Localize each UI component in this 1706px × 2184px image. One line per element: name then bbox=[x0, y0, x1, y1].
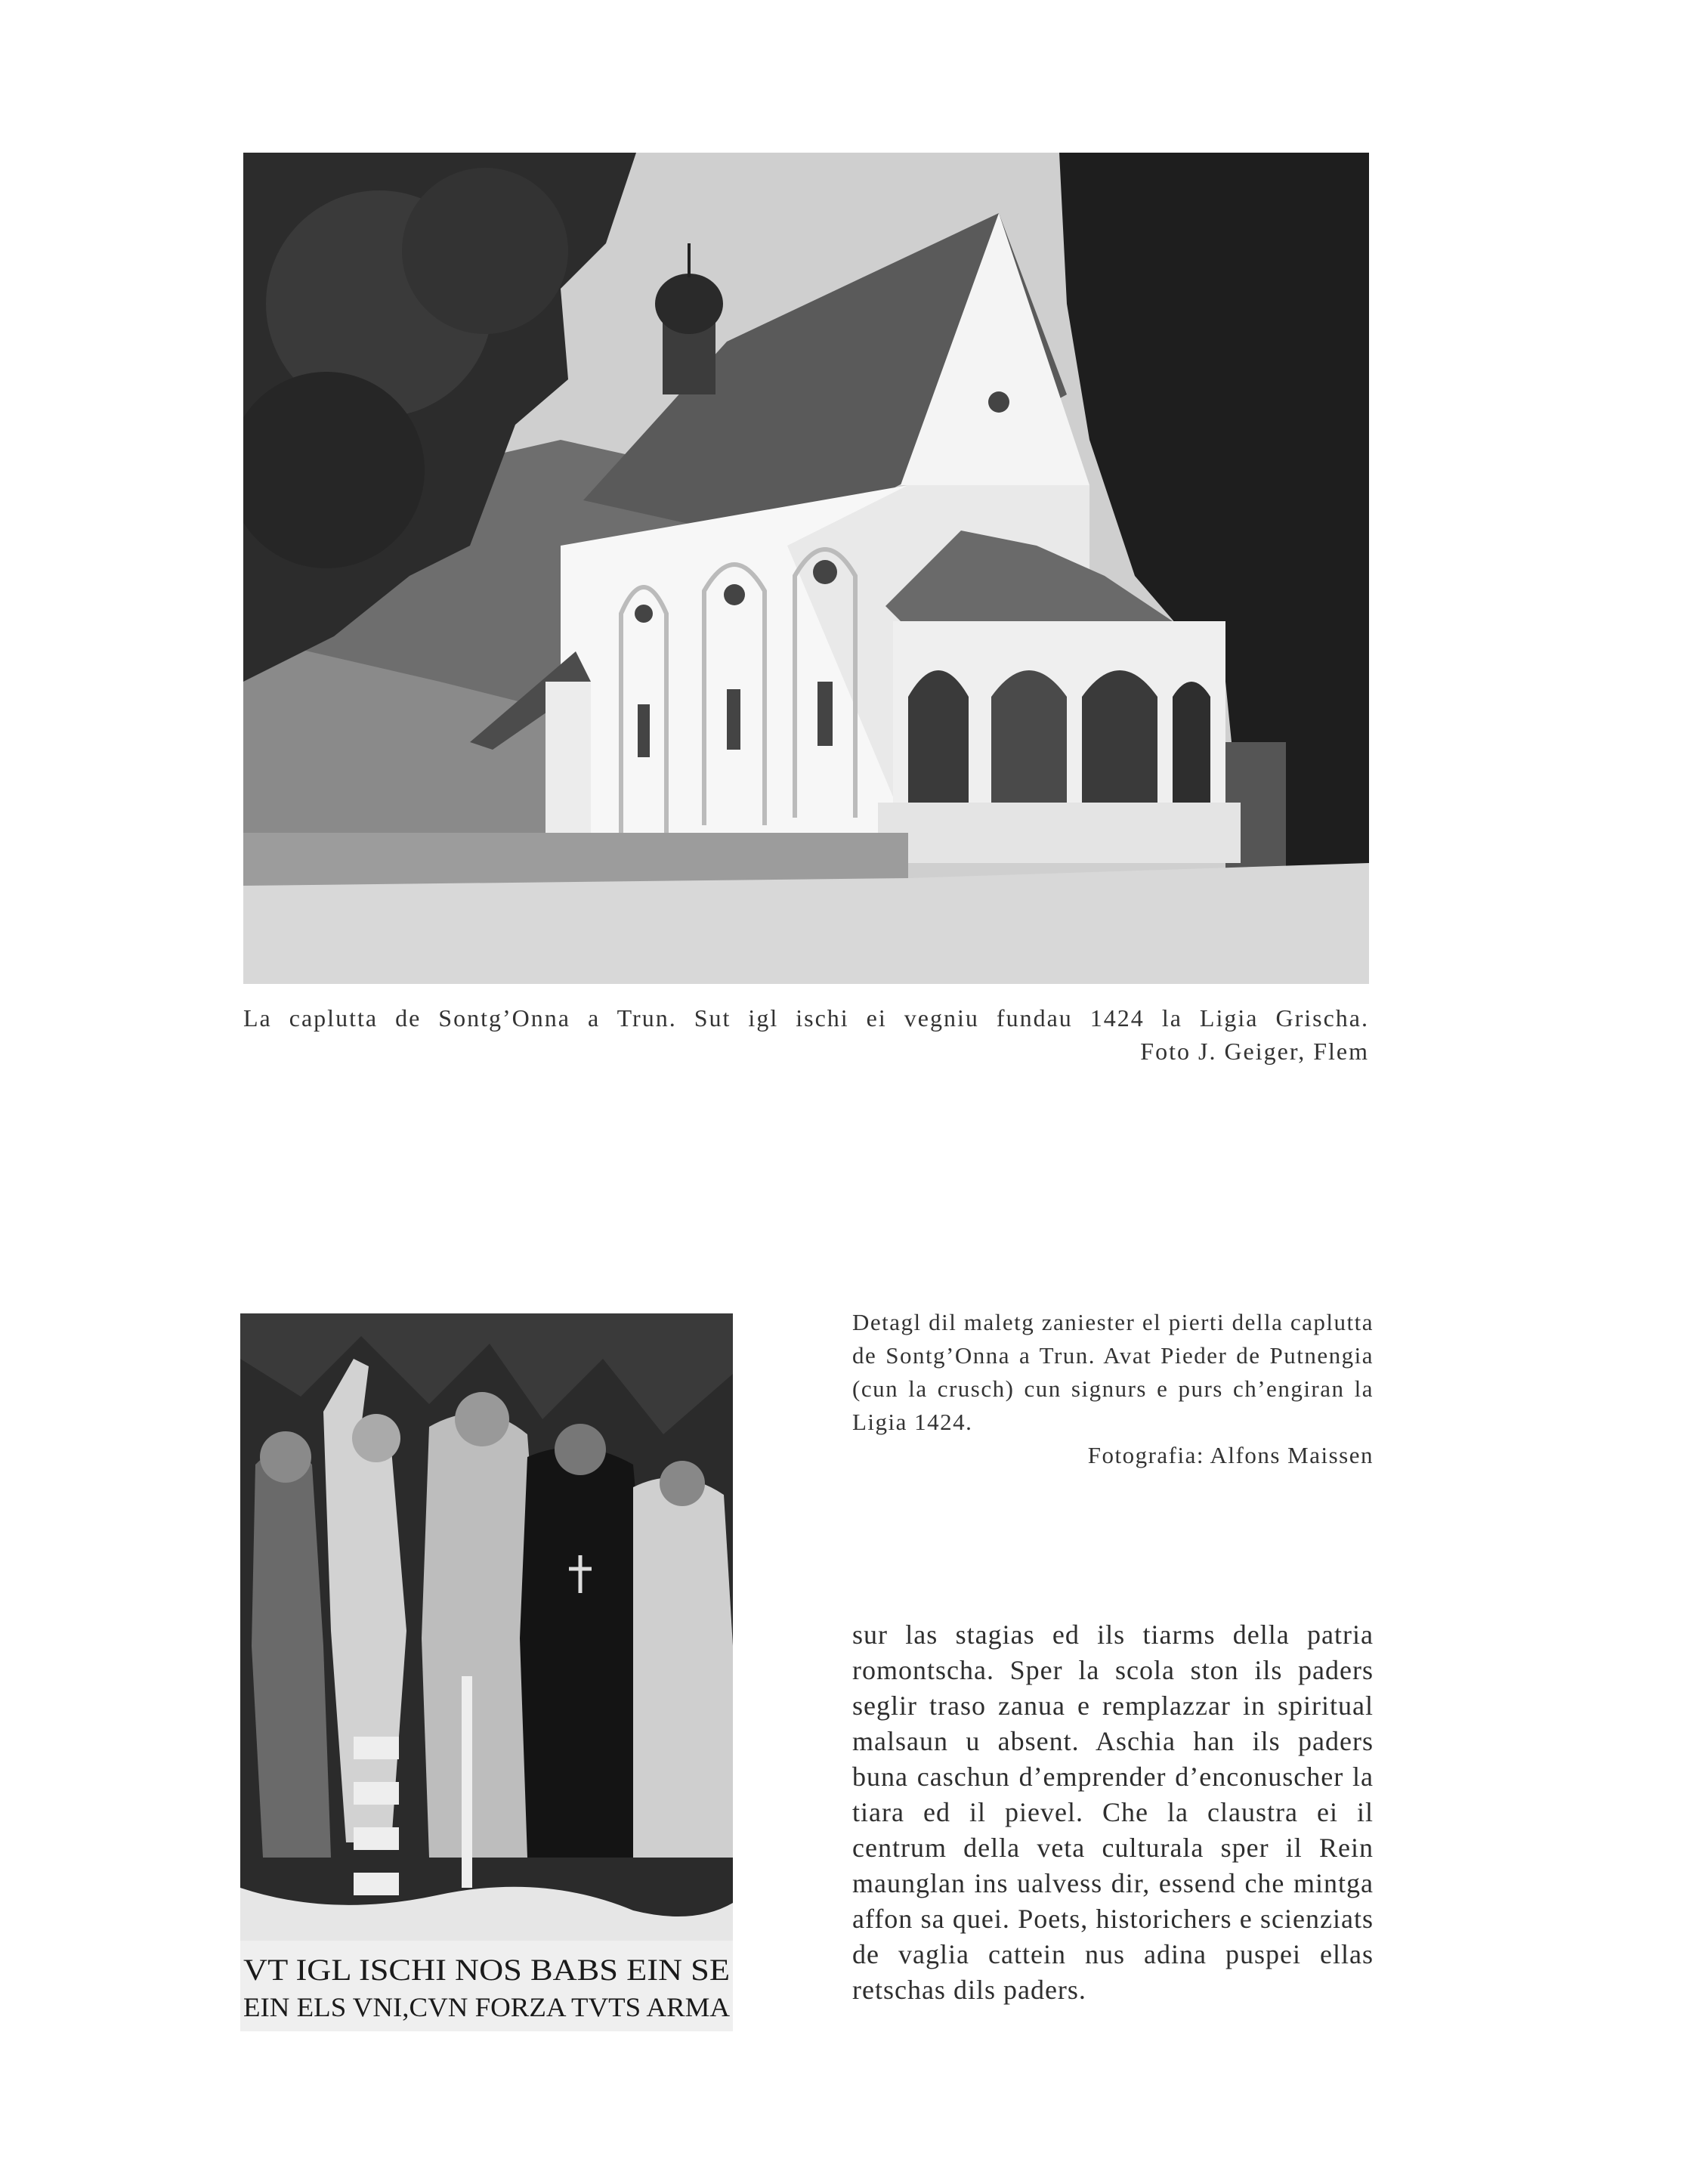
fresco-inscription-line1: VT IGL ISCHI NOS BABS EIN SE bbox=[243, 1953, 730, 1987]
chapel-caption-text: La caplutta de Sontg’Onna a Trun. Sut igl ischi ei vegniu fundau 1424 la Ligia Grischa. bbox=[243, 1004, 1369, 1032]
chapel-photo-graphic bbox=[243, 153, 1369, 984]
fresco-caption-text: Detagl dil maletg zaniester el pierti della caplutta de Sontg’Onna a Trun. Avat Pieder de Putnengia (cun la crusch) cun signurs e purs ch’engiran la Ligia 1424. bbox=[852, 1309, 1374, 1435]
fresco-caption bbox=[852, 1306, 1374, 1472]
fresco-photo-credit: Fotografia: Alfons Maissen bbox=[1087, 1442, 1374, 1468]
fresco-photo bbox=[240, 1313, 733, 2031]
fresco-photo-graphic bbox=[240, 1313, 733, 2031]
body-paragraph: sur las stagias ed ils tiarms della patria romontscha. Sper la scola ston ils paders seglir traso zanua e remplazzar in spiritual malsaun u absent. Aschia han ils paders buna caschun d’emprender d’enconuscher la tiara ed il pievel. Che la claustra ei il centrum della veta culturala sper il Rein maunglan ins ualvess dir, essend che mintga affon sa quei. Poets, historichers e scienziats de vaglia cattein nus adina puspei ellas retschas dils paders. bbox=[852, 1619, 1374, 2005]
chapel-photo bbox=[243, 153, 1369, 984]
chapel-photo-credit: Foto J. Geiger, Flem bbox=[1140, 1038, 1369, 1065]
chapel-caption bbox=[243, 1001, 1369, 1068]
fresco-inscription-line2: EIN ELS VNI,CVN FORZA TVTS ARMA bbox=[243, 1992, 731, 2022]
